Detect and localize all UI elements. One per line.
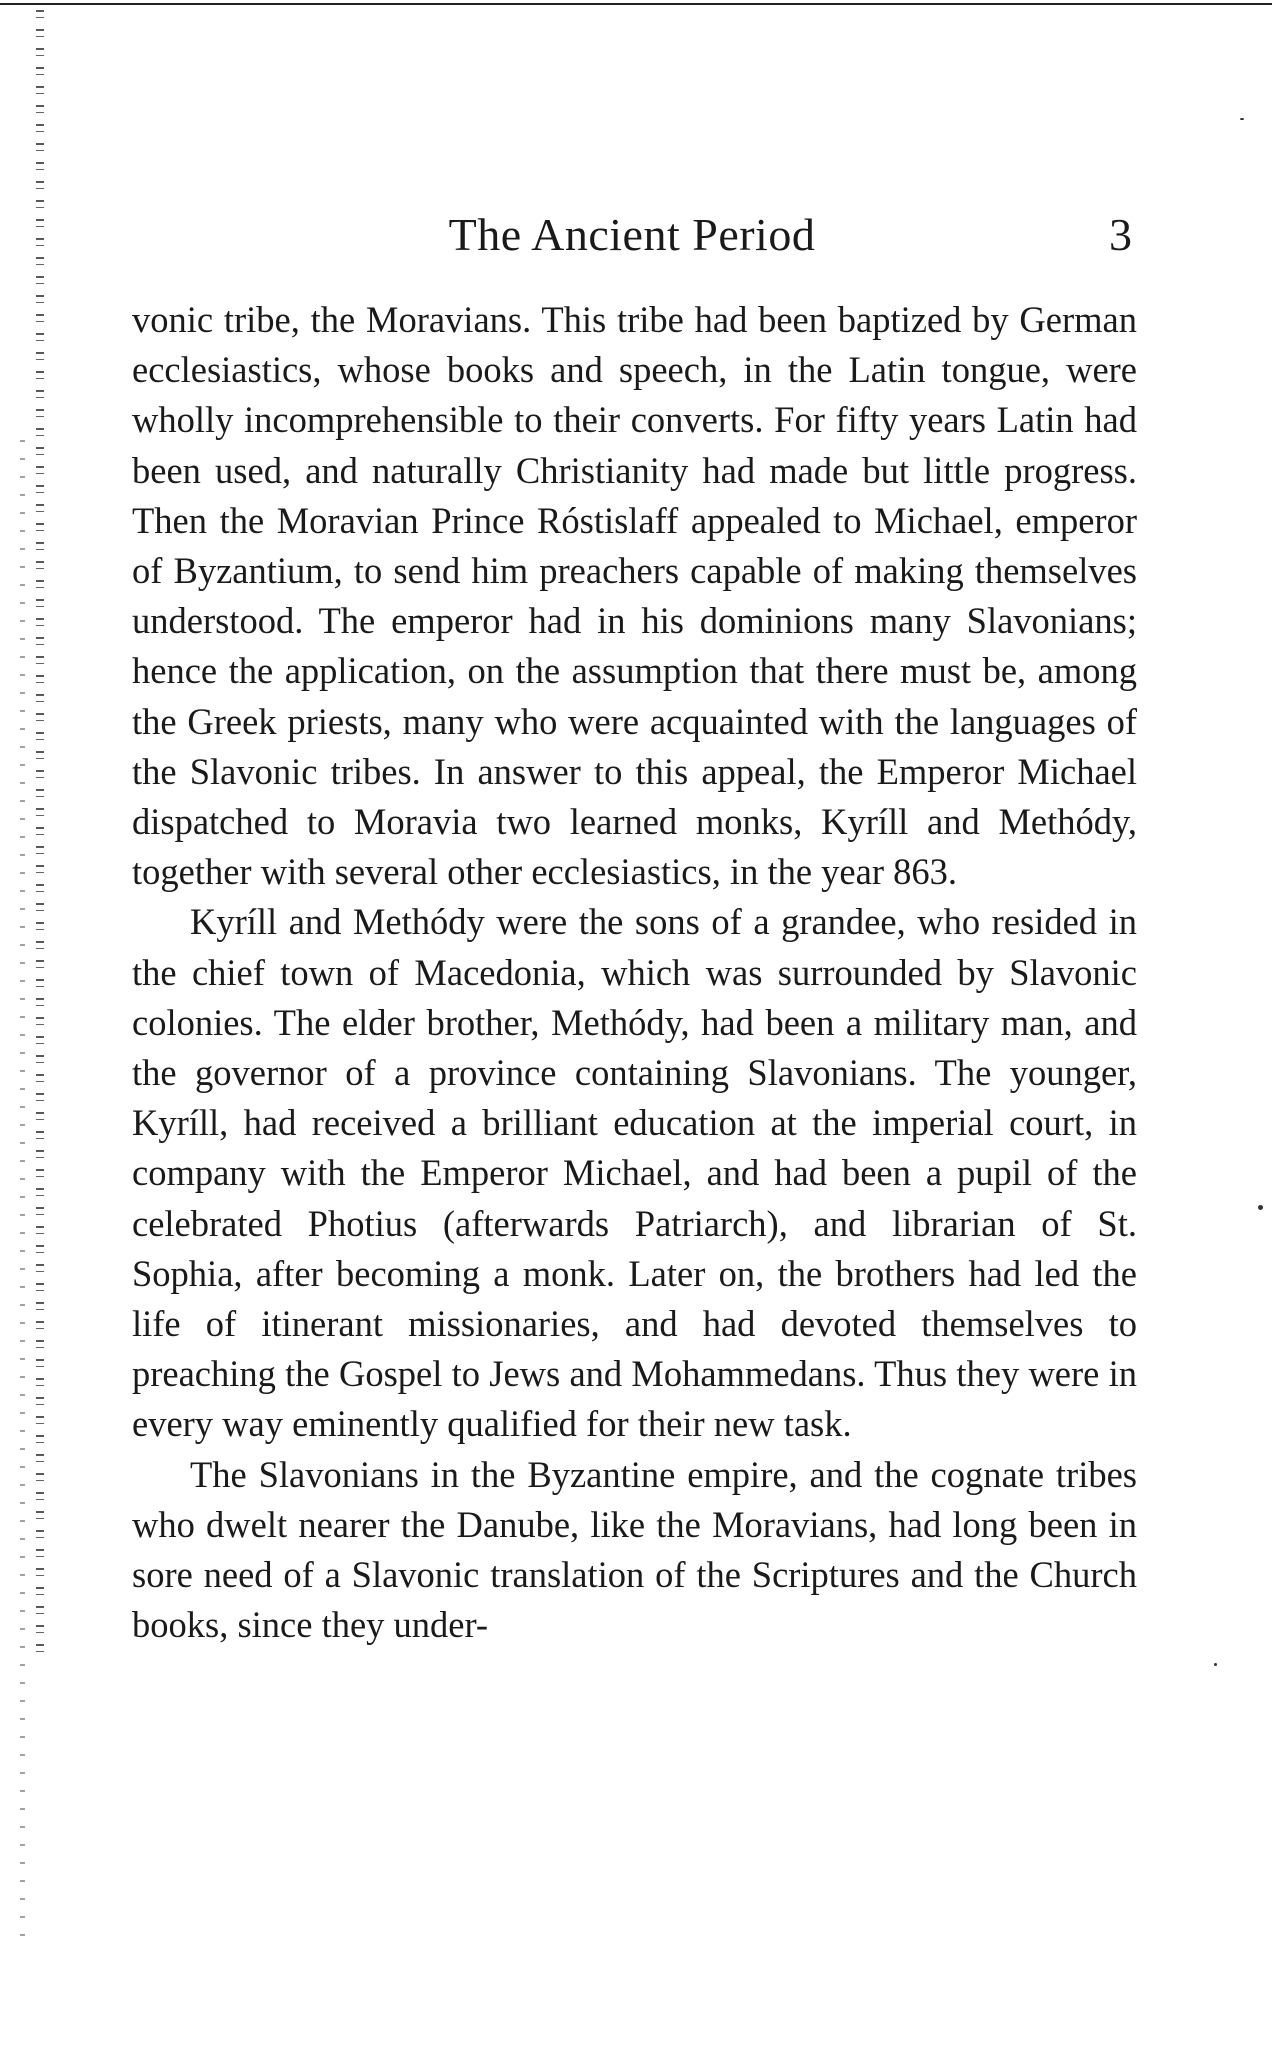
page-number: 3 [1109, 209, 1132, 260]
paragraph-continued: vonic tribe, the Moravians. This tribe had been baptized by German ecclesiastics, whose books and speech, in the Latin tongue, were wholly incomprehensible to their converts. For fifty years Latin had been used, and naturally Christianity had made but little progress. Then the Moravian Prince Róstislaff appealed to Michael, emperor of Byzantium, to send him preachers capable of making themselves understood. The emperor had in his dominions many Slavonians; hence the application, on the assumption that there must be, among the Greek priests, many who were acquainted with the languages of the Slavonic tribes. In answer to this appeal, the Emperor Michael dispatched to Moravia two learned monks, Kyríll and Methódy, together with several other ecclesiastics, in the year 863. [132, 299, 1137, 893]
body-text [132, 295, 1137, 1650]
paragraph-kyrill-methody: Kyríll and Methódy were the sons of a grandee, who resided in the chief town of Macedonia, which was surrounded by Slavonic colonies. The elder brother, Methódy, had been a military man, and the governor of a province containing Slavonians. The younger, Kyríll, had received a brilliant education at the imperial court, in company with the Emperor Michael, and had been a pupil of the celebrated Photius (afterwards Patriarch), and librarian of St. Sophia, after becoming a monk. Later on, the brothers had led the life of itinerant missionaries, and had devoted themselves to preaching the Gospel to Jews and Mohammedans. Thus they were in every way eminently qualified for their new task. [132, 901, 1137, 1445]
paragraph-slavonians: The Slavonians in the Byzantine empire, and the cognate tribes who dwelt nearer the Danube, like the Moravians, had long been in sore need of a Slavonic translation of the Scriptures and the Church books, since they under- [132, 1453, 1137, 1646]
page-speck [1258, 1205, 1263, 1210]
page-speck [1240, 118, 1244, 120]
running-head [132, 205, 1132, 265]
running-title: The Ancient Period [448, 209, 816, 260]
page-speck [1214, 1663, 1217, 1666]
